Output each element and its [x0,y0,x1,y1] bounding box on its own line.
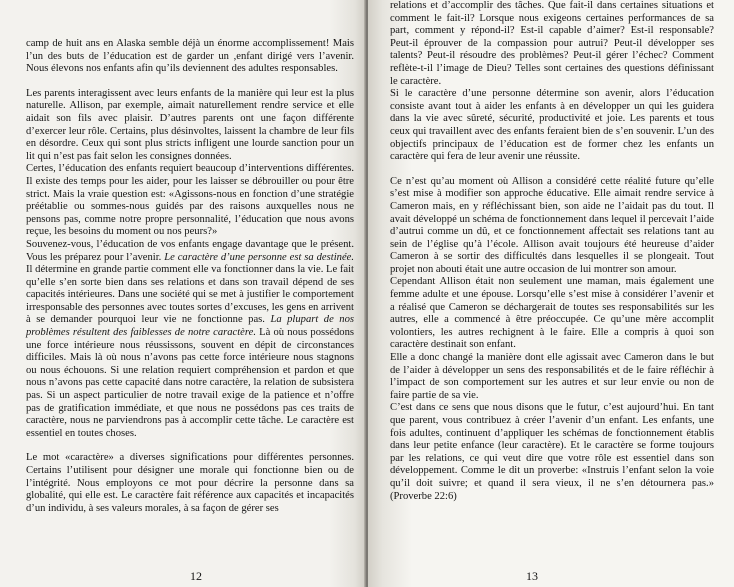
paragraph: camp de huit ans en Alaska semble déjà un énorme accomplissement! Mais l’un des buts de l’éducation est de garder un ,enfant dirigé vers l’avenir. Nous élevons nos enfants afin qu’ils deviennent des adultes responsables. [26,38,354,75]
paragraph: Si le caractère d’une personne détermine son avenir, alors l’éducation consiste avant tout à aider les enfants à en développer un qui les guidera dans la vie avec sûreté, sécurité, productivité et joie. Les parents et tous ceux qui travaillent avec des enfants feraient bien de s’en souvenir. L’un des objectifs principaux de l’éducation est de former chez les enfants un caractère qui fera de leur avenir une réussite. [390,88,714,163]
paragraph: Elle a donc changé la manière dont elle agissait avec Cameron dans le but de l’aider à développer un sens des responsabilités et de le faire réfléchir à l’impact de son comportement sur les autres et sur leur envie ou non de faire partie de sa vie. [390,352,714,401]
paragraph: Ce n’est qu’au moment où Allison a considéré cette réalité future qu’elle s’est mise à modifier son approche éducative. Elle aimait rendre service à Cameron mais, en y réfléchissant bien, son aide ne l’aidait pas du tout. Il avait développé un schéma de fonctionnement dans lequel il percevait l’aide d’autrui comme un dû, et ce fonctionnement affectait ses relations tant au sein de l’église qu’à l’école. Allison avait toujours été heureuse d’aider Cameron à se sortir des difficultés dans lesquelles il se plongeait. Tout projet non abouti était une autre occasion de lui montrer son amour. [390,175,714,275]
paragraph: Le mot «caractère» a diverses significations pour différentes personnes. Certains l’utilisent pour désigner une morale qui fonctionne bien ou de l’intégrité. Nous employons ce mot pour décrire la personne dans sa globalité, qui elle est. Le caractère fait référence aux capacités et incapacités d’un individu, à ses valeurs morales, à sa façon de gérer ses [26,452,354,514]
left-page [0,0,366,587]
text-run: Là où nous possédons une force intérieure nous réussissons, souvent en dépit de circonstances difficiles. Mais là où nous n’avons pas cette force intérieure nous stagnons ou nous échouons. Si une relation requiert compréhension et pardon et que nous n’avons pas cette capacité dans notre caractère, la relation de subsistera pas. Si un aspect particulier de notre travail exige de la patience et n’offre pas de gratification immédiate, et que nous ne possédons pas ces traits de caractère, nous ne parviendrons pas à accomplir cette tâche. Le caractère est essentiel en toutes choses. [26,327,354,439]
right-page [368,0,734,587]
paragraph [26,239,354,441]
paragraph: Certes, l’éducation des enfants requiert beaucoup d’interventions différentes. Il existe des temps pour les aider, pour les laisser se débrouiller ou pour être strict. Mais la vraie question est: «Agissons-nous en fonction d’une stratégie préétablie ou sommes-nous guidés par des raisons auxquelles nous ne pensons pas, comme notre propre personnalité, l’éducation que nous avons reçue, les besoins du moment ou nos peurs?» [26,163,354,238]
text-run: Il détermine en grande partie comment elle va fonctionner dans la vie. Le fait qu’elle s’en sorte bien dans ses relations et dans son travail dépend de ses capacités intérieures. Dans une société qui se met à justifier le comportement irresponsable des personnes avec toutes sortes d’excuses, les gens en arrivent à se demander pourquoi leur vie ne fonctionne pas. [26,264,354,326]
emphasis-text: Le caractère d’une personne est sa destinée. [164,251,354,263]
page-number: 12 [190,569,202,583]
page-number: 13 [526,569,538,583]
paragraph: Les parents interagissent avec leurs enfants de la manière qui leur est la plus naturelle. Allison, par exemple, aimait naturellement rendre service et elle aidait son fils avec plaisir. D’autres parents ont une façon différente d’exercer leur rôle. Certains, plus désinvoltes, laissent la chambre de leur fils en désordre. Ceux qui sont plus stricts infligent une lourde sanction pour un lit qui n’est pas fait selon les consignes données. [26,87,354,162]
paragraph: C’est dans ce sens que nous disons que le futur, c’est aujourd’hui. En tant que parent, vous contribuez à créer l’avenir d’un enfant. Les enfants, une fois adultes, continuent d’appliquer les schémas de fonctionnement établis dans leur petite enfance (leur caractère). Et le caractère se forme toujours par les relations, ce qui veut dire que votre rôle est essentiel dans son développement. Comme le dit un proverbe: «Instruis l’enfant selon la voie qu’il doit suivre; et quand il sera vieux, il ne s’en détournera pas.» (Proverbe 22:6) [390,402,714,502]
text-run: Souvenez-vous, l’éducation de vos enfants engage davantage que le présent. Vous les préparez pour l’avenir. [26,238,354,263]
emphasis-text: La plupart de nos problèmes résultent des faiblesses de notre caractère. [26,314,355,339]
paragraph: relations et d’accomplir des tâches. Que fait-il dans certaines situations et comment le fait-il? Lorsque nous exigeons certaines performances de sa part, comment y répond-il? Est-il capable d’aimer? Est-il responsable? Peut-il éprouver de la compassion pour autrui? Peut-il développer ses talents? Peut-il résoudre des problèmes? Peut-il gérer l’échec? Comment reflète-t-il l’image de Dieu? Telles sont certaines des questions définissant le caractère. [390,0,714,87]
paragraph: Cependant Allison était non seulement une maman, mais également une femme adulte et une épouse. Lorsqu’elle s’est mise à considérer l’avenir et a réalisé que Cameron se déchargerait de toutes ses responsabilités sur les autres, elle a commencé à être préoccupée. Ce qu’une mère accomplit volontiers, les autres rechignent à le faire. Elle a compris à quoi son caractère destinait son enfant. [390,276,714,351]
